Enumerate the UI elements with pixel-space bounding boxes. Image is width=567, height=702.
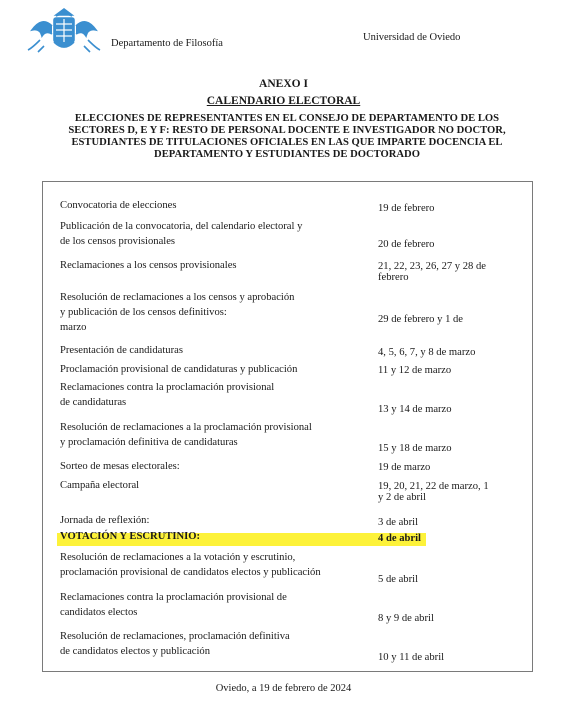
schedule-date bbox=[378, 517, 526, 528]
schedule-date bbox=[378, 314, 526, 325]
date-line: 10 y 11 de abril bbox=[378, 652, 445, 663]
activity-line: Resolución de reclamaciones a la votación y escrutinio, bbox=[60, 552, 296, 563]
schedule-activity bbox=[60, 629, 370, 659]
schedule-date bbox=[378, 574, 526, 585]
schedule-date bbox=[378, 652, 526, 663]
schedule-date bbox=[378, 404, 526, 415]
schedule-date bbox=[378, 261, 526, 283]
activity-line: Reclamaciones a los censos provisionales bbox=[60, 260, 237, 271]
schedule-activity bbox=[60, 198, 370, 213]
schedule-date bbox=[378, 203, 526, 214]
date-line: 20 de febrero bbox=[378, 239, 435, 250]
activity-line: Proclamación provisional de candidaturas y publicación bbox=[60, 364, 298, 375]
activity-line: y publicación de los censos definitivos: bbox=[60, 307, 227, 318]
department-name: Departamento de Filosofía bbox=[111, 38, 223, 49]
schedule-date bbox=[378, 443, 526, 454]
date-line: 13 y 14 de marzo bbox=[378, 404, 452, 415]
date-line: 4, 5, 6, 7, y 8 de marzo bbox=[378, 347, 476, 358]
activity-line: Convocatoria de elecciones bbox=[60, 200, 177, 211]
schedule-date bbox=[378, 347, 526, 358]
schedule-activity bbox=[60, 513, 370, 528]
schedule-date bbox=[378, 613, 526, 624]
date-line: 15 y 18 de marzo bbox=[378, 443, 452, 454]
date-line: 8 y 9 de abril bbox=[378, 613, 434, 624]
date-line: y 2 de abril bbox=[378, 492, 426, 503]
schedule-activity bbox=[60, 550, 370, 580]
activity-line: Resolución de reclamaciones, proclamación definitiva bbox=[60, 631, 290, 642]
schedule-activity bbox=[60, 478, 370, 493]
date-line: 11 y 12 de marzo bbox=[378, 365, 452, 376]
date-line: 29 de febrero y 1 de bbox=[378, 314, 464, 325]
activity-line: proclamación provisional de candidatos electos y publicación bbox=[60, 567, 321, 578]
date-line: 3 de abril bbox=[378, 517, 419, 528]
schedule-activity bbox=[60, 219, 370, 249]
activity-line: Campaña electoral bbox=[60, 480, 140, 491]
activity-line: marzo bbox=[60, 322, 87, 333]
schedule-activity bbox=[60, 343, 370, 358]
activity-line: de los censos provisionales bbox=[60, 236, 176, 247]
date-line: 19 de febrero bbox=[378, 203, 435, 214]
schedule-activity bbox=[60, 362, 370, 377]
signature-date: Oviedo, a 19 de febrero de 2024 bbox=[215, 683, 352, 694]
schedule-activity bbox=[60, 590, 370, 620]
activity-line: candidatos electos bbox=[60, 607, 138, 618]
date-line: 4 de abril bbox=[378, 533, 421, 544]
activity-line: de candidaturas bbox=[60, 397, 127, 408]
schedule-date bbox=[378, 462, 526, 473]
activity-line: Presentación de candidaturas bbox=[60, 345, 183, 356]
activity-line: Resolución de reclamaciones a la proclamación provisional bbox=[60, 422, 312, 433]
date-line: febrero bbox=[378, 272, 409, 283]
schedule-date bbox=[378, 239, 526, 250]
activity-line: Publicación de la convocatoria, del calendario electoral y bbox=[60, 221, 303, 232]
activity-line: Sorteo de mesas electorales: bbox=[60, 461, 180, 472]
activity-line: Jornada de reflexión: bbox=[60, 515, 150, 526]
activity-line: VOTACIÓN Y ESCRUTINIO: bbox=[60, 531, 201, 542]
activity-line: Reclamaciones contra la proclamación provisional de bbox=[60, 592, 287, 603]
elections-heading: ELECCIONES DE REPRESENTANTES EN EL CONSEJO DE DEPARTAMENTO DE LOS SECTORES D, E Y F: RESTO DE PERSONAL DOCENTE E INVESTIGADOR NO DOCTOR, ESTUDIANTES DE TITULACIONES OFICIALES EN LAS QUE IMPARTE DOCENCIA EL DEPARTAMENTO Y ESTUDIANTES DE DOCTORADO bbox=[68, 113, 506, 160]
calendar-title: CALENDARIO ELECTORAL bbox=[206, 95, 361, 107]
schedule-date bbox=[378, 365, 526, 376]
university-name: Universidad de Oviedo bbox=[363, 32, 461, 43]
schedule-date bbox=[378, 481, 526, 503]
date-line: 19, 20, 21, 22 de marzo, 1 bbox=[378, 481, 489, 492]
annex-title: ANEXO I bbox=[259, 78, 308, 90]
activity-line: Resolución de reclamaciones a los censos y aprobación bbox=[60, 292, 295, 303]
schedule-activity bbox=[60, 459, 370, 474]
schedule-activity bbox=[60, 290, 370, 335]
schedule-activity bbox=[60, 258, 370, 273]
university-logo bbox=[26, 6, 102, 54]
schedule-activity bbox=[60, 420, 370, 450]
activity-line: de candidatos electos y publicación bbox=[60, 646, 211, 657]
schedule-date bbox=[378, 533, 526, 544]
date-line: 19 de marzo bbox=[378, 462, 431, 473]
date-line: 5 de abril bbox=[378, 574, 419, 585]
activity-line: y proclamación definitiva de candidaturas bbox=[60, 437, 238, 448]
schedule-activity bbox=[60, 380, 370, 410]
schedule-activity bbox=[60, 529, 370, 544]
activity-line: Reclamaciones contra la proclamación provisional bbox=[60, 382, 275, 393]
date-line: 21, 22, 23, 26, 27 y 28 de bbox=[378, 261, 486, 272]
